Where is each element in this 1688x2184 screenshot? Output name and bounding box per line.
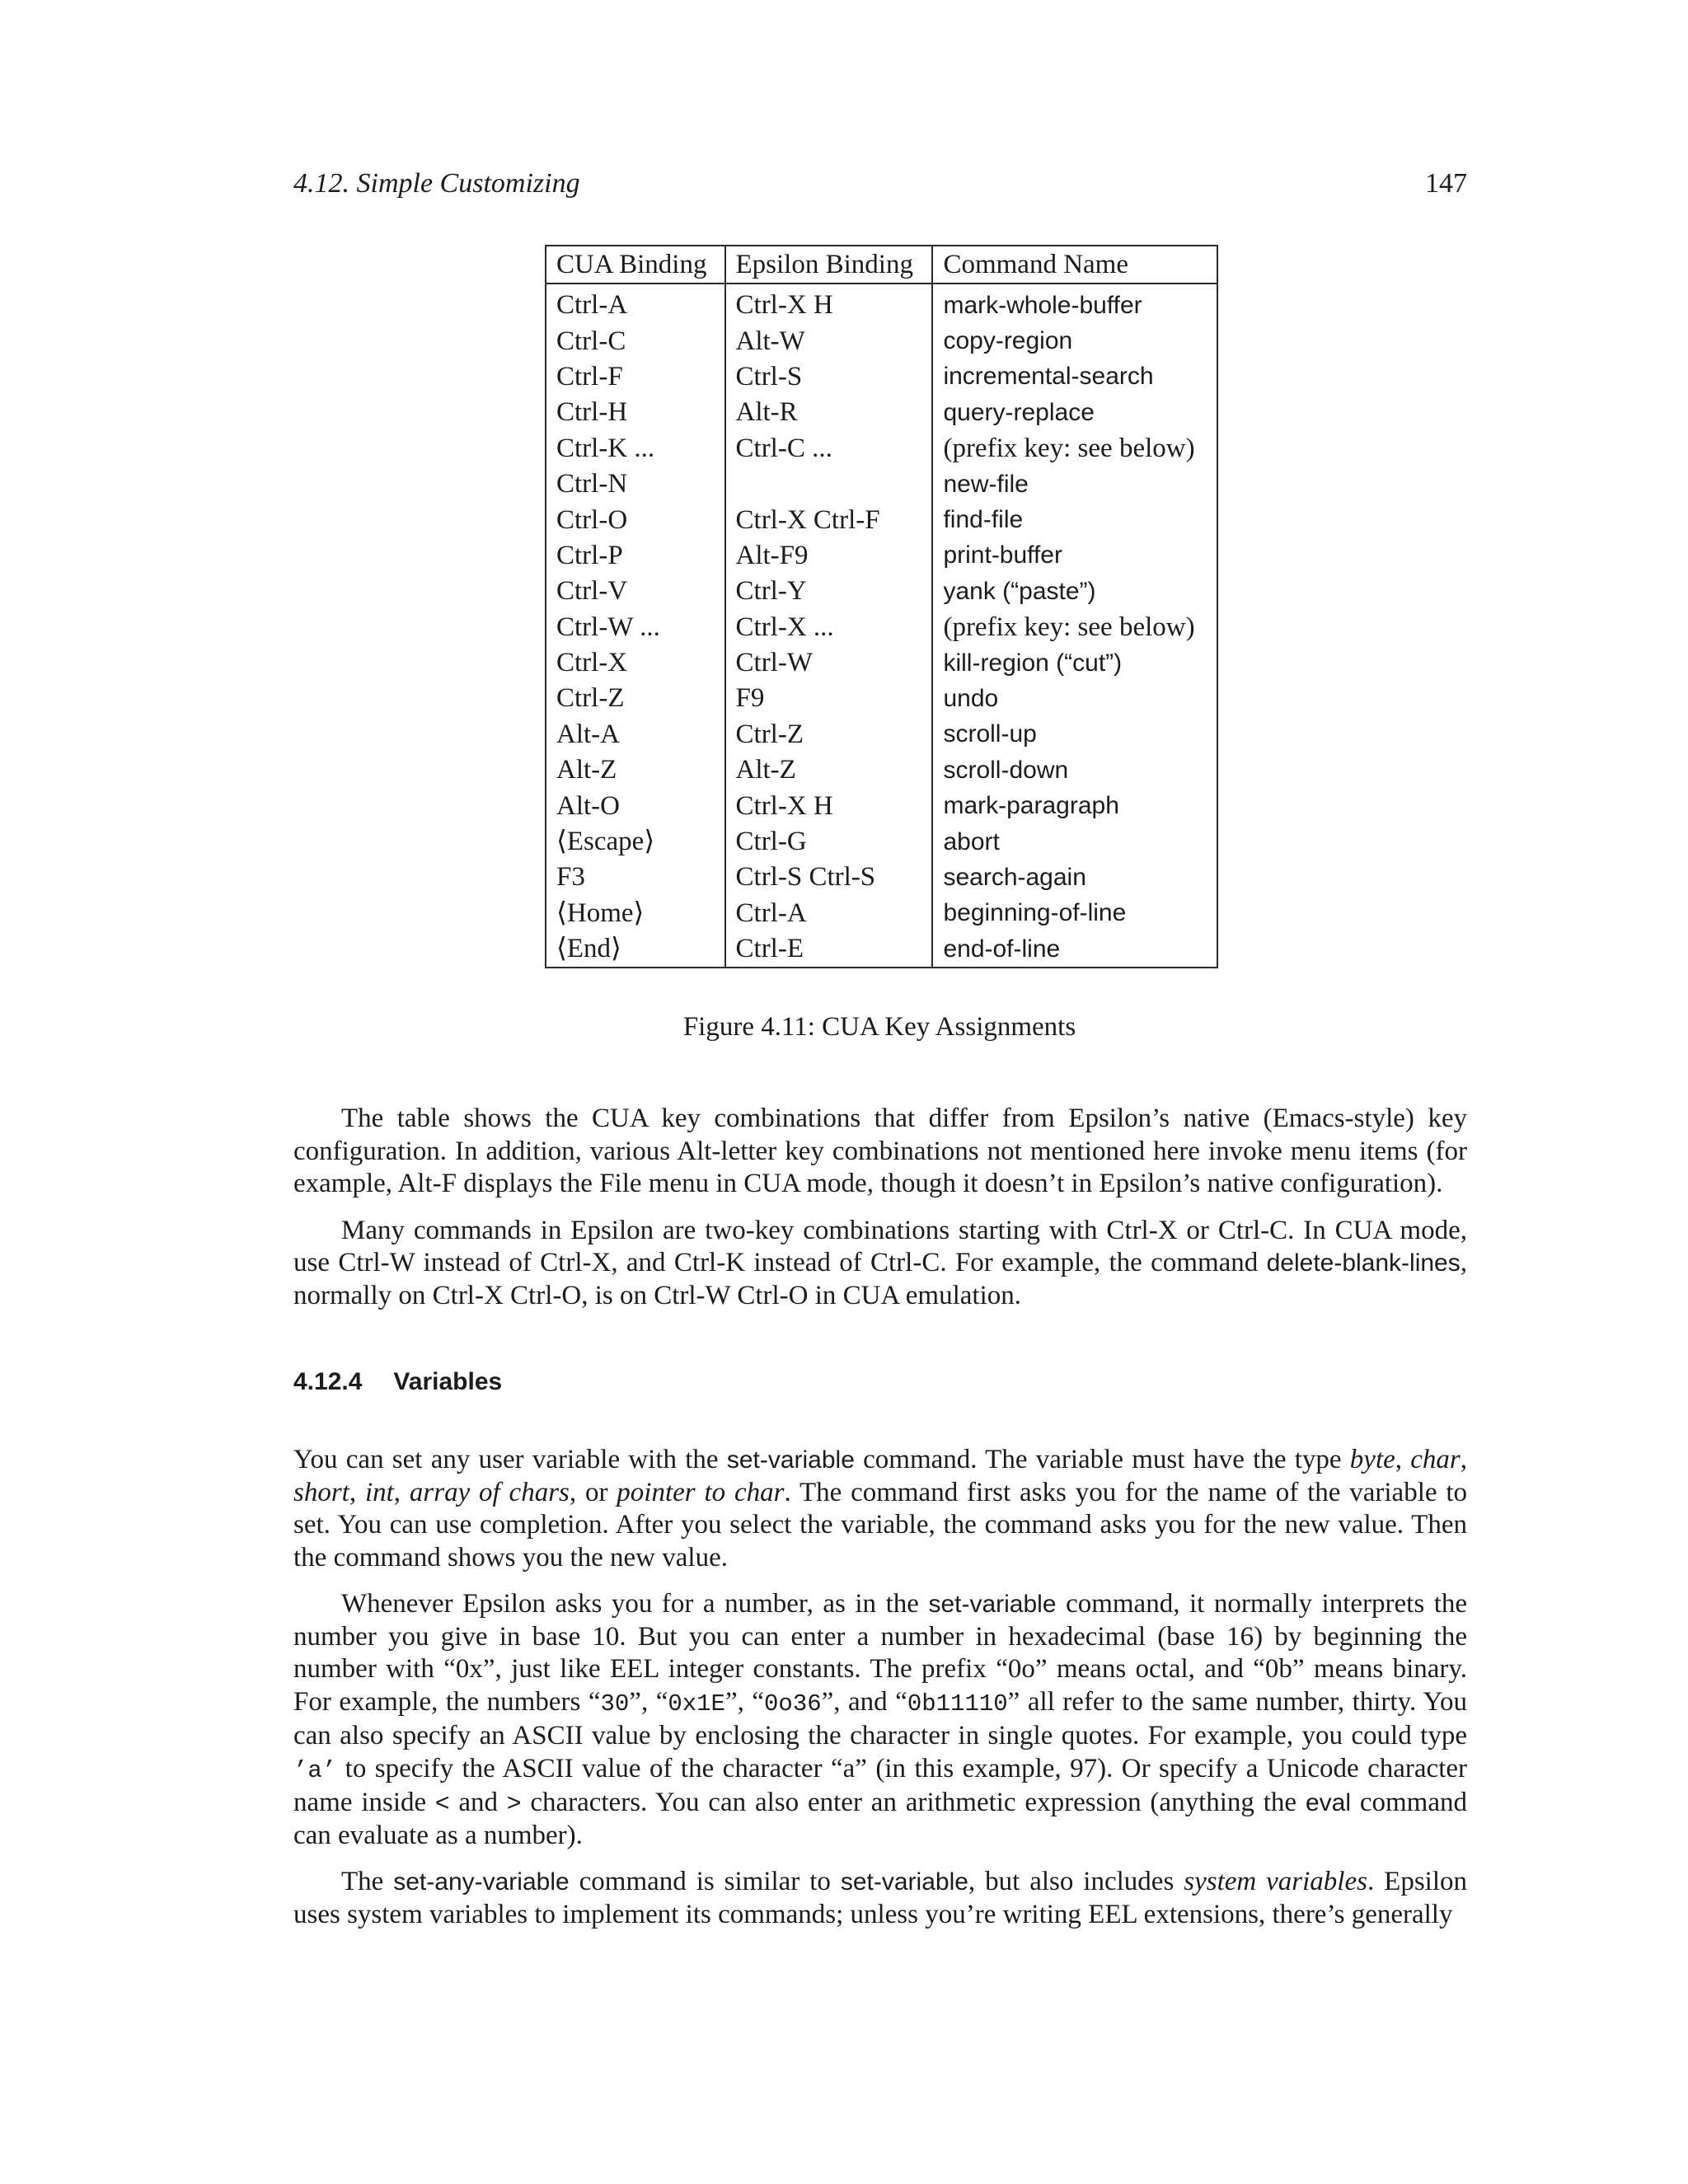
cell-cua-binding: Ctrl-N (546, 466, 725, 502)
running-header (293, 168, 1467, 199)
cell-epsilon-binding: Alt-R (725, 395, 933, 430)
cell-command-name: abort (943, 827, 1000, 855)
cell-cua-binding: Ctrl-C (546, 323, 725, 359)
command-name: set-variable (840, 1868, 968, 1896)
cell-cua-binding: Alt-Z (546, 752, 725, 788)
table-row (546, 931, 1217, 968)
command-name: set-variable (726, 1446, 855, 1474)
command-name: delete-blank-lines (1266, 1249, 1461, 1277)
table-body (546, 284, 1217, 968)
cell-epsilon-binding: F9 (725, 681, 933, 716)
table-row (546, 717, 1217, 752)
figure-caption: Figure 4.11: CUA Key Assignments (682, 1012, 1076, 1042)
cell-epsilon-binding: Ctrl-S Ctrl-S (725, 860, 933, 895)
cell-command-name: search-again (943, 863, 1086, 891)
cell-command-name: incremental-search (943, 363, 1154, 391)
table-row (546, 323, 1217, 359)
paragraph: Many commands in Epsilon are two-key combinations starting with Ctrl-X or Ctrl-C. In CUA mode, use Ctrl-W instead of Ctrl-X, and Ctrl-K instead of Ctrl-C. For example, the command delete-blank-lines, normally on Ctrl-X Ctrl-O, is on Ctrl-W Ctrl-O in CUA emulation. (293, 1215, 1467, 1310)
cell-cua-binding: F3 (546, 860, 725, 895)
cua-key-table (545, 245, 1218, 968)
cell-command-name: scroll-up (943, 720, 1037, 748)
cell-epsilon-binding (725, 466, 933, 502)
paragraph: You can set any user variable with the set-variable command. The variable must have the type byte, char, short, int, array of chars, or pointer to char. The command first asks you for the name of the variable to set. You can use completion. After you select the variable, the command asks you for the new value. Then the command shows you the new value. (293, 1445, 1468, 1572)
cell-epsilon-binding: Ctrl-X H (725, 284, 933, 323)
table-row (546, 681, 1217, 716)
table-row (546, 788, 1217, 823)
cell-cua-binding: Ctrl-K ... (546, 431, 725, 466)
heading-title: Variables (393, 1368, 503, 1395)
table-row (546, 431, 1217, 466)
cell-cua-binding: ⟨Home⟩ (546, 896, 725, 931)
heading-number: 4.12.4 (293, 1368, 363, 1395)
table-row (546, 574, 1217, 609)
command-name: eval (1305, 1789, 1351, 1816)
cell-command-name: undo (943, 684, 999, 712)
cell-command-name: find-file (943, 506, 1024, 534)
cell-command-name: copy-region (943, 327, 1073, 355)
cell-epsilon-binding: Ctrl-C ... (725, 431, 933, 466)
col-header-cua: CUA Binding (546, 246, 725, 284)
cell-cua-binding: Ctrl-W ... (546, 610, 725, 645)
cell-cua-binding: Ctrl-O (546, 502, 725, 537)
cell-epsilon-binding: Alt-W (725, 323, 933, 359)
cell-command-name: end-of-line (943, 935, 1061, 963)
col-header-command: Command Name (932, 246, 1217, 284)
table-row (546, 645, 1217, 681)
section-heading (293, 1368, 502, 1396)
table-row (546, 610, 1217, 645)
section-title: 4.12. Simple Customizing (293, 168, 580, 199)
table-row (546, 824, 1217, 860)
cell-epsilon-binding: Ctrl-Z (725, 717, 933, 752)
cell-cua-binding: Ctrl-Z (546, 681, 725, 716)
table-row (546, 359, 1217, 395)
cell-command-name: new-file (943, 470, 1029, 498)
cell-cua-binding: Alt-O (546, 788, 725, 823)
cell-command-name: beginning-of-line (943, 899, 1127, 927)
cell-epsilon-binding: Ctrl-A (725, 896, 933, 931)
cell-command-name: print-buffer (943, 541, 1062, 569)
table-row (546, 502, 1217, 537)
cell-epsilon-binding: Ctrl-X Ctrl-F (725, 502, 933, 537)
cell-command-name: mark-whole-buffer (943, 291, 1142, 319)
cell-epsilon-binding: Ctrl-X H (725, 788, 933, 823)
cell-epsilon-binding: Ctrl-S (725, 359, 933, 395)
page-number: 147 (1425, 168, 1467, 199)
command-name: set-any-variable (393, 1868, 570, 1896)
cell-cua-binding: ⟨Escape⟩ (546, 824, 725, 860)
cell-cua-binding: Ctrl-F (546, 359, 725, 395)
cell-epsilon-binding: Ctrl-X ... (725, 610, 933, 645)
cell-command-name: scroll-down (943, 756, 1069, 784)
cell-epsilon-binding: Ctrl-W (725, 645, 933, 681)
table-row (546, 466, 1217, 502)
cell-cua-binding: Ctrl-X (546, 645, 725, 681)
table-header-row (546, 246, 1217, 284)
cell-command-name: (prefix key: see below) (943, 612, 1195, 642)
table-row (546, 752, 1217, 788)
cell-cua-binding: Ctrl-H (546, 395, 725, 430)
cell-epsilon-binding: Alt-Z (725, 752, 933, 788)
table-row (546, 896, 1217, 931)
paragraph: The set-any-variable command is similar to set-variable, but also includes system variables. Epsilon uses system variables to implement its commands; unless you’re writing EEL extensions, there’s generally (293, 1867, 1467, 1929)
table-row (546, 395, 1217, 430)
table-row (546, 284, 1217, 323)
table-row (546, 860, 1217, 895)
body-section-1 (293, 1103, 1467, 1326)
body-section-2 (293, 1444, 1467, 1945)
col-header-epsilon: Epsilon Binding (725, 246, 933, 284)
cell-epsilon-binding: Alt-F9 (725, 538, 933, 574)
command-name: set-variable (928, 1591, 1057, 1618)
paragraph: The table shows the CUA key combinations that differ from Epsilon’s native (Emacs-style) key configuration. In addition, various Alt-letter key combinations not mentioned here invoke menu items (for example, Alt-F displays the File menu in CUA mode, though it doesn’t in Epsilon’s native configuration). (293, 1104, 1467, 1198)
cell-cua-binding: Ctrl-P (546, 538, 725, 574)
cell-epsilon-binding: Ctrl-Y (725, 574, 933, 609)
cell-cua-binding: ⟨End⟩ (546, 931, 725, 968)
cell-command-name: query-replace (943, 398, 1095, 426)
cell-command-name: yank (“paste”) (943, 577, 1096, 605)
cell-command-name: kill-region (“cut”) (943, 649, 1123, 677)
cell-cua-binding: Ctrl-V (546, 574, 725, 609)
cell-cua-binding: Ctrl-A (546, 284, 725, 323)
cell-cua-binding: Alt-A (546, 717, 725, 752)
table-row (546, 538, 1217, 574)
paragraph: Whenever Epsilon asks you for a number, as in the set-variable command, it normally interprets the number you give in base 10. But you can enter a number in hexadecimal (base 16) by beginning the number with “0x”, just like EEL integer constants. The prefix “0o” means octal, and “0b” means binary. For example, the numbers “30”, “0x1E”, “0o36”, and “0b11110” all refer to the same number, thirty. You can also specify an ASCII value by enclosing the character in single quotes. For example, you could type ’a’ to specify the ASCII value of the character “a” (in this example, 97). Or specify a Unicode character name inside < and > characters. You can also enter an arithmetic expression (anything the eval command can evaluate as a number). (293, 1589, 1468, 1850)
cell-command-name: mark-paragraph (943, 792, 1119, 820)
cell-epsilon-binding: Ctrl-G (725, 824, 933, 860)
cell-epsilon-binding: Ctrl-E (725, 931, 933, 968)
cell-command-name: (prefix key: see below) (943, 433, 1195, 463)
